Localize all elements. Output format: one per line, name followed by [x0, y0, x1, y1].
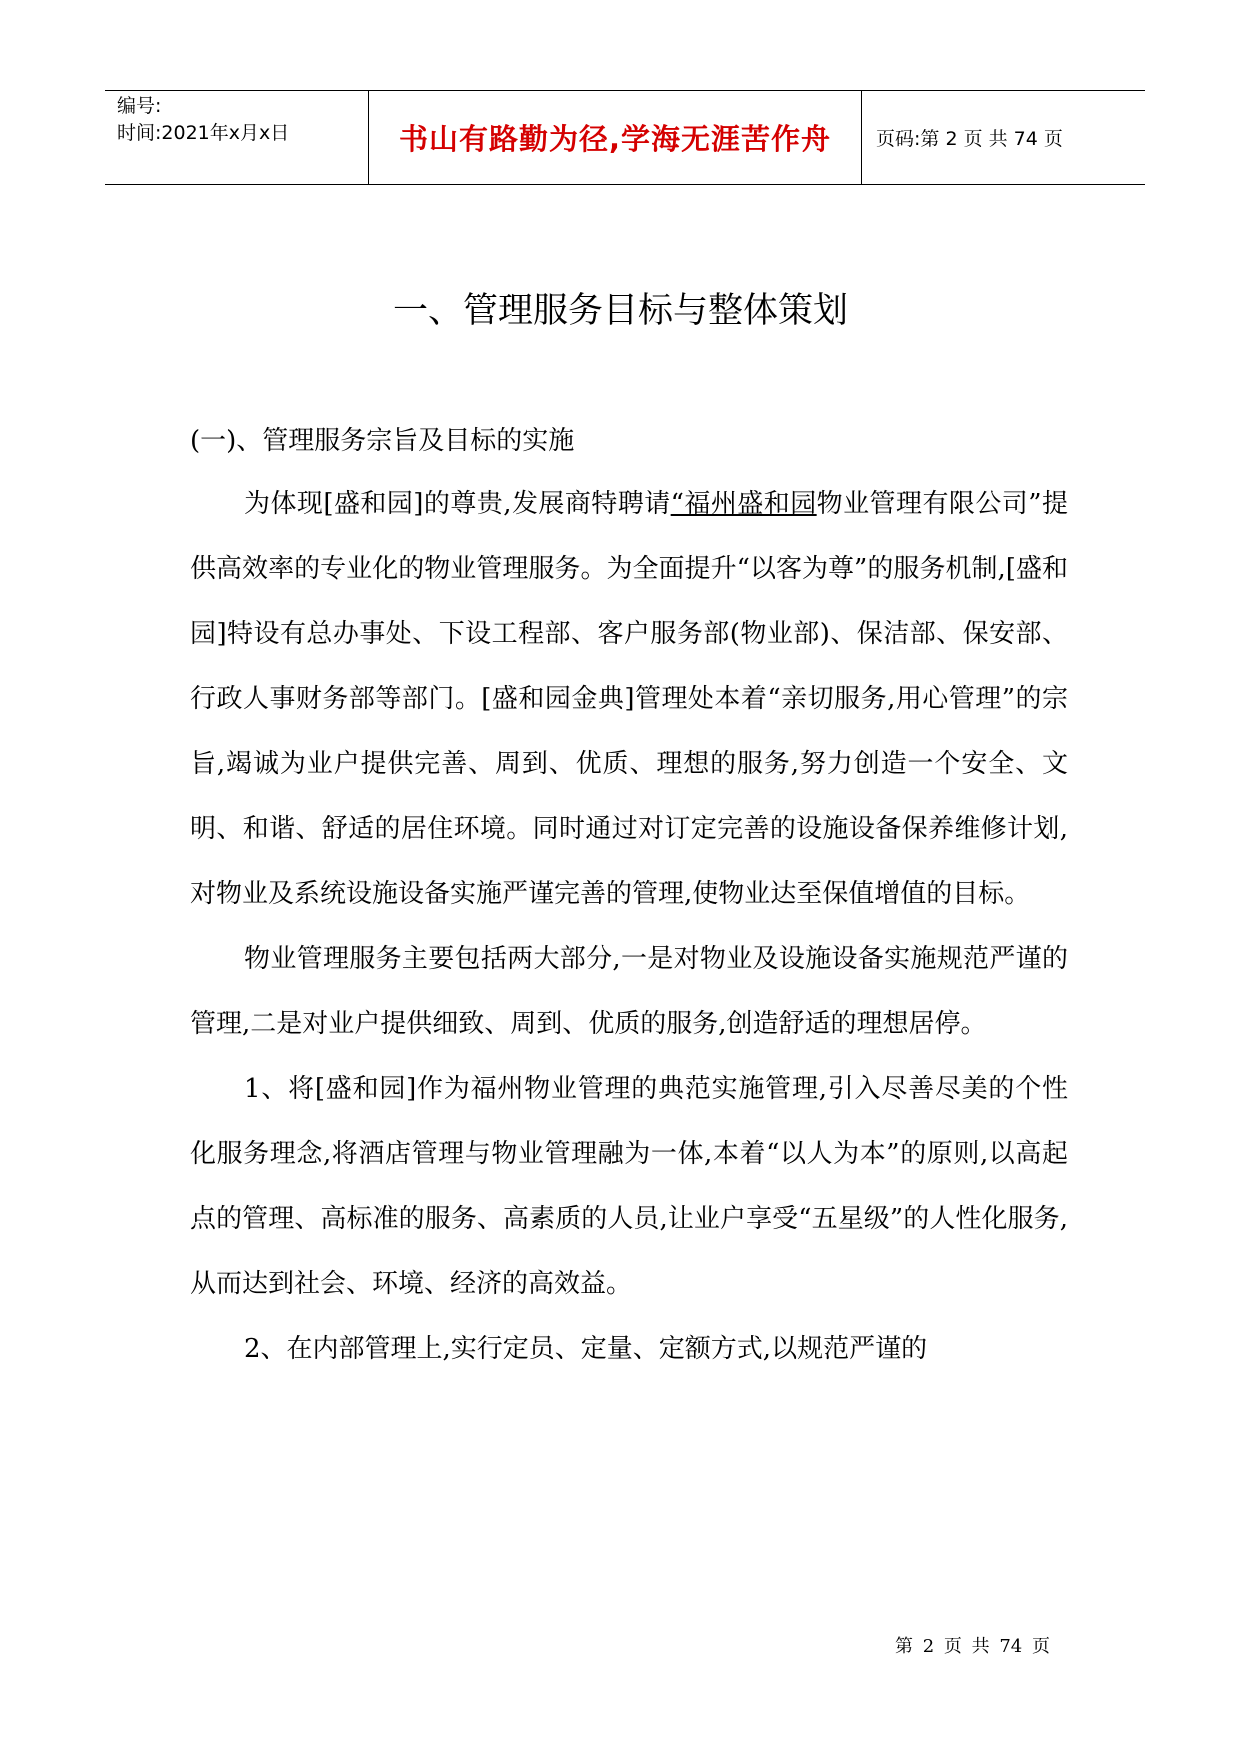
page-footer: 第 2 页 共 74 页	[895, 1636, 1050, 1657]
section-heading: (一)、管理服务宗旨及目标的实施	[190, 426, 575, 456]
header-page-cell	[862, 91, 1145, 184]
header-motto: 书山有路勤为径,学海无涯苦作舟	[398, 122, 832, 156]
header-page-info: 页码:第 2 页 共 74 页	[876, 128, 1063, 150]
header-number-label: 编号:	[117, 95, 162, 117]
paragraph-3: 1、将[盛和园]作为福州物业管理的典范实施管理,引入尽善尽美的个性化服务理念,将酒店管理与物业管理融为一体,本着“以人为本”的原则,以高起点的管理、高标准的服务、高素质的人员,让业户享受“五星级”的人性化服务,从而达到社会、环境、经济的高效益。	[190, 1074, 1068, 1299]
header-motto-cell	[369, 91, 861, 184]
underlined-company-name: “福州盛和园	[670, 489, 817, 519]
page-title: 一、管理服务目标与整体策划	[392, 291, 848, 331]
paragraph-1	[190, 472, 1068, 927]
header-meta	[105, 91, 368, 184]
document-body	[190, 472, 1068, 1382]
paragraph-4: 2、在内部管理上,实行定员、定量、定额方式,以规范严谨的	[244, 1334, 928, 1364]
document-header	[105, 90, 1145, 185]
paragraph-1-text-b: 物业管理有限公司”提供高效率的专业化的物业管理服务。为全面提升“以客为尊”的服务机制,[盛和园]特设有总办事处、下设工程部、客户服务部(物业部)、保洁部、保安部、行政人事财务部等部门。[盛和园金典]管理处本着“亲切服务,用心管理”的宗旨,竭诚为业户提供完善、周到、优质、理想的服务,努力创造一个安全、文明、和谐、舒适的居住环境。同时通过对订定完善的设施设备保养维修计划,对物业及系统设施设备实施严谨完善的管理,使物业达至保值增值的目标。	[190, 489, 1068, 909]
paragraph-2: 物业管理服务主要包括两大部分,一是对物业及设施设备实施规范严谨的管理,二是对业户提供细致、周到、优质的服务,创造舒适的理想居停。	[190, 944, 1068, 1039]
header-date: 时间:2021年x月x日	[117, 122, 290, 144]
paragraph-1-text-a: 为体现[盛和园]的尊贵,发展商特聘请	[244, 489, 671, 519]
